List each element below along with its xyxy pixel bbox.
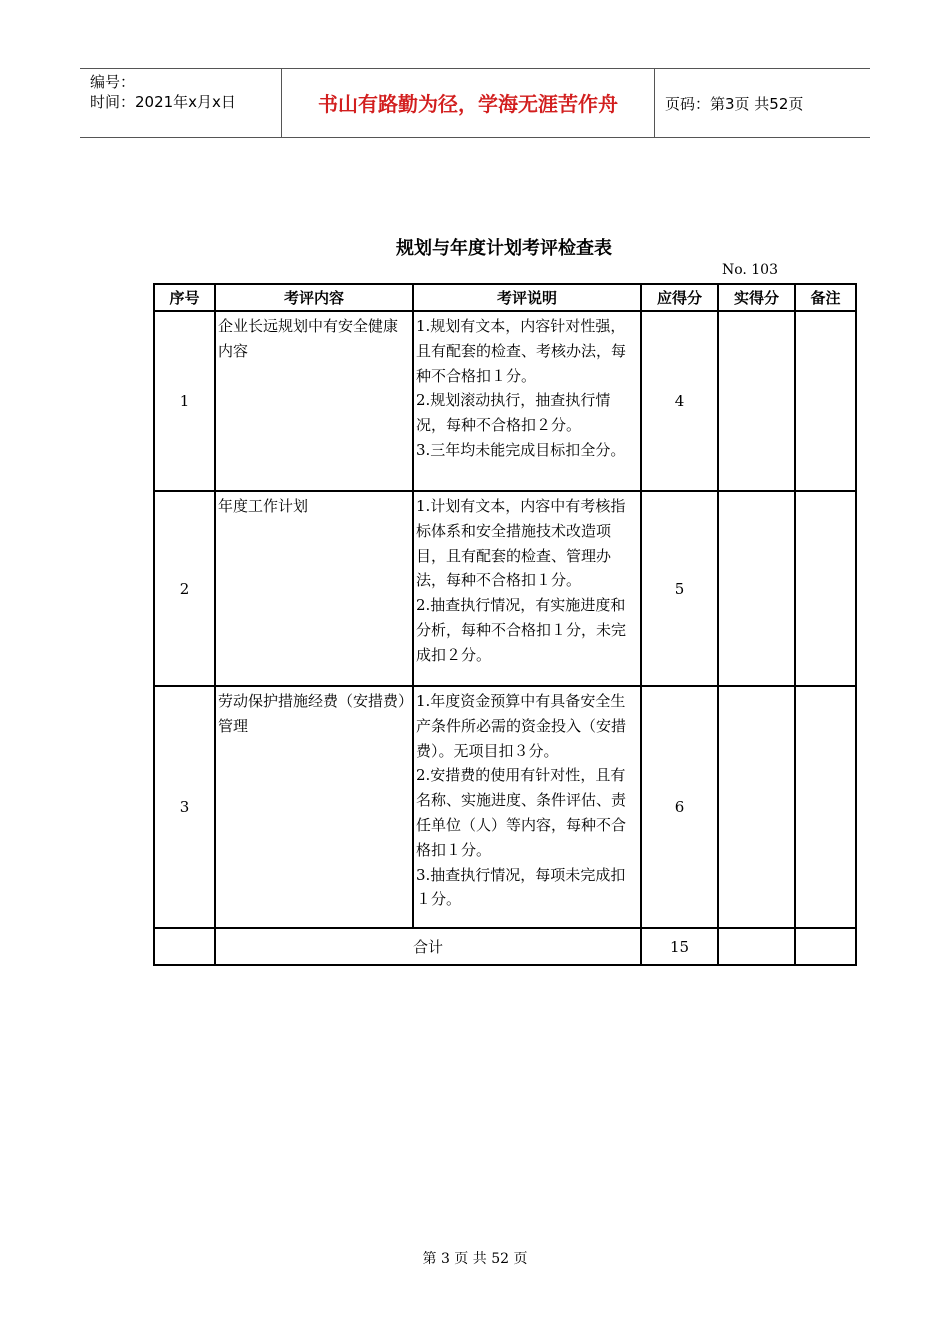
document-title: 规划与年度计划考评检查表: [396, 238, 612, 259]
header-no: 序号: [154, 284, 215, 311]
row-content: 劳动保护措施经费（安措费）管理: [215, 686, 413, 928]
description-line: 3.抽查执行情况，每项未完成扣１分。: [416, 865, 626, 909]
header-actual: 实得分: [718, 284, 795, 311]
evaluation-table: [153, 283, 857, 966]
row-remark: [795, 686, 856, 928]
row-remark: [795, 491, 856, 686]
header-meta: [90, 72, 236, 112]
row-score: 4: [641, 311, 718, 491]
table-row: [154, 686, 856, 928]
table-total-row: [154, 928, 856, 965]
header-motto: 书山有路勤为径，学海无涯苦作舟: [318, 92, 618, 116]
row-remark: [795, 311, 856, 491]
table-row: [154, 491, 856, 686]
header-score: 应得分: [641, 284, 718, 311]
row-actual: [718, 311, 795, 491]
header-page-info: 页码：第3页 共52页: [665, 95, 804, 113]
row-content: 企业长远规划中有安全健康内容: [215, 311, 413, 491]
total-no-cell: [154, 928, 215, 965]
row-no: 1: [154, 311, 215, 491]
total-score: 15: [641, 928, 718, 965]
row-description: [413, 311, 641, 491]
row-no: 3: [154, 686, 215, 928]
table-row: [154, 311, 856, 491]
table-header-row: [154, 284, 856, 311]
date-label: 时间：2021年x月x日: [90, 93, 236, 111]
row-description: [413, 686, 641, 928]
row-actual: [718, 686, 795, 928]
serial-label: 编号：: [90, 73, 136, 91]
row-score: 5: [641, 491, 718, 686]
page-footer: 第 3 页 共 52 页: [422, 1251, 528, 1267]
description-line: 3.三年均未能完成目标扣全分。: [416, 440, 626, 459]
description-line: 2.抽查执行情况，有实施进度和分析，每种不合格扣１分，未完成扣２分。: [416, 596, 627, 664]
total-label: 合计: [215, 928, 641, 965]
description-line: 2.规划滚动执行，抽查执行情况，每种不合格扣２分。: [416, 391, 611, 435]
total-actual: [718, 928, 795, 965]
description-line: 2.安措费的使用有针对性，且有名称、实施进度、条件评估、责任单位（人）等内容，每种不合格扣１分。: [416, 766, 627, 859]
document-number: No. 103: [721, 262, 778, 278]
description-line: 1.计划有文本，内容中有考核指标体系和安全措施技术改造项目，且有配套的检查、管理办法，每种不合格扣１分。: [416, 497, 626, 590]
row-description: [413, 491, 641, 686]
header-description: 考评说明: [413, 284, 641, 311]
description-line: 1.规划有文本，内容针对性强，且有配套的检查、考核办法，每种不合格扣１分。: [416, 317, 627, 385]
header-divider-right: [654, 69, 655, 137]
row-score: 6: [641, 686, 718, 928]
row-actual: [718, 491, 795, 686]
row-no: 2: [154, 491, 215, 686]
description-line: 1.年度资金预算中有具备安全生产条件所必需的资金投入（安措费）。无项目扣３分。: [416, 692, 627, 760]
header-remark: 备注: [795, 284, 856, 311]
row-content: 年度工作计划: [215, 491, 413, 686]
header-content: 考评内容: [215, 284, 413, 311]
total-remark: [795, 928, 856, 965]
page-header: [80, 68, 870, 138]
